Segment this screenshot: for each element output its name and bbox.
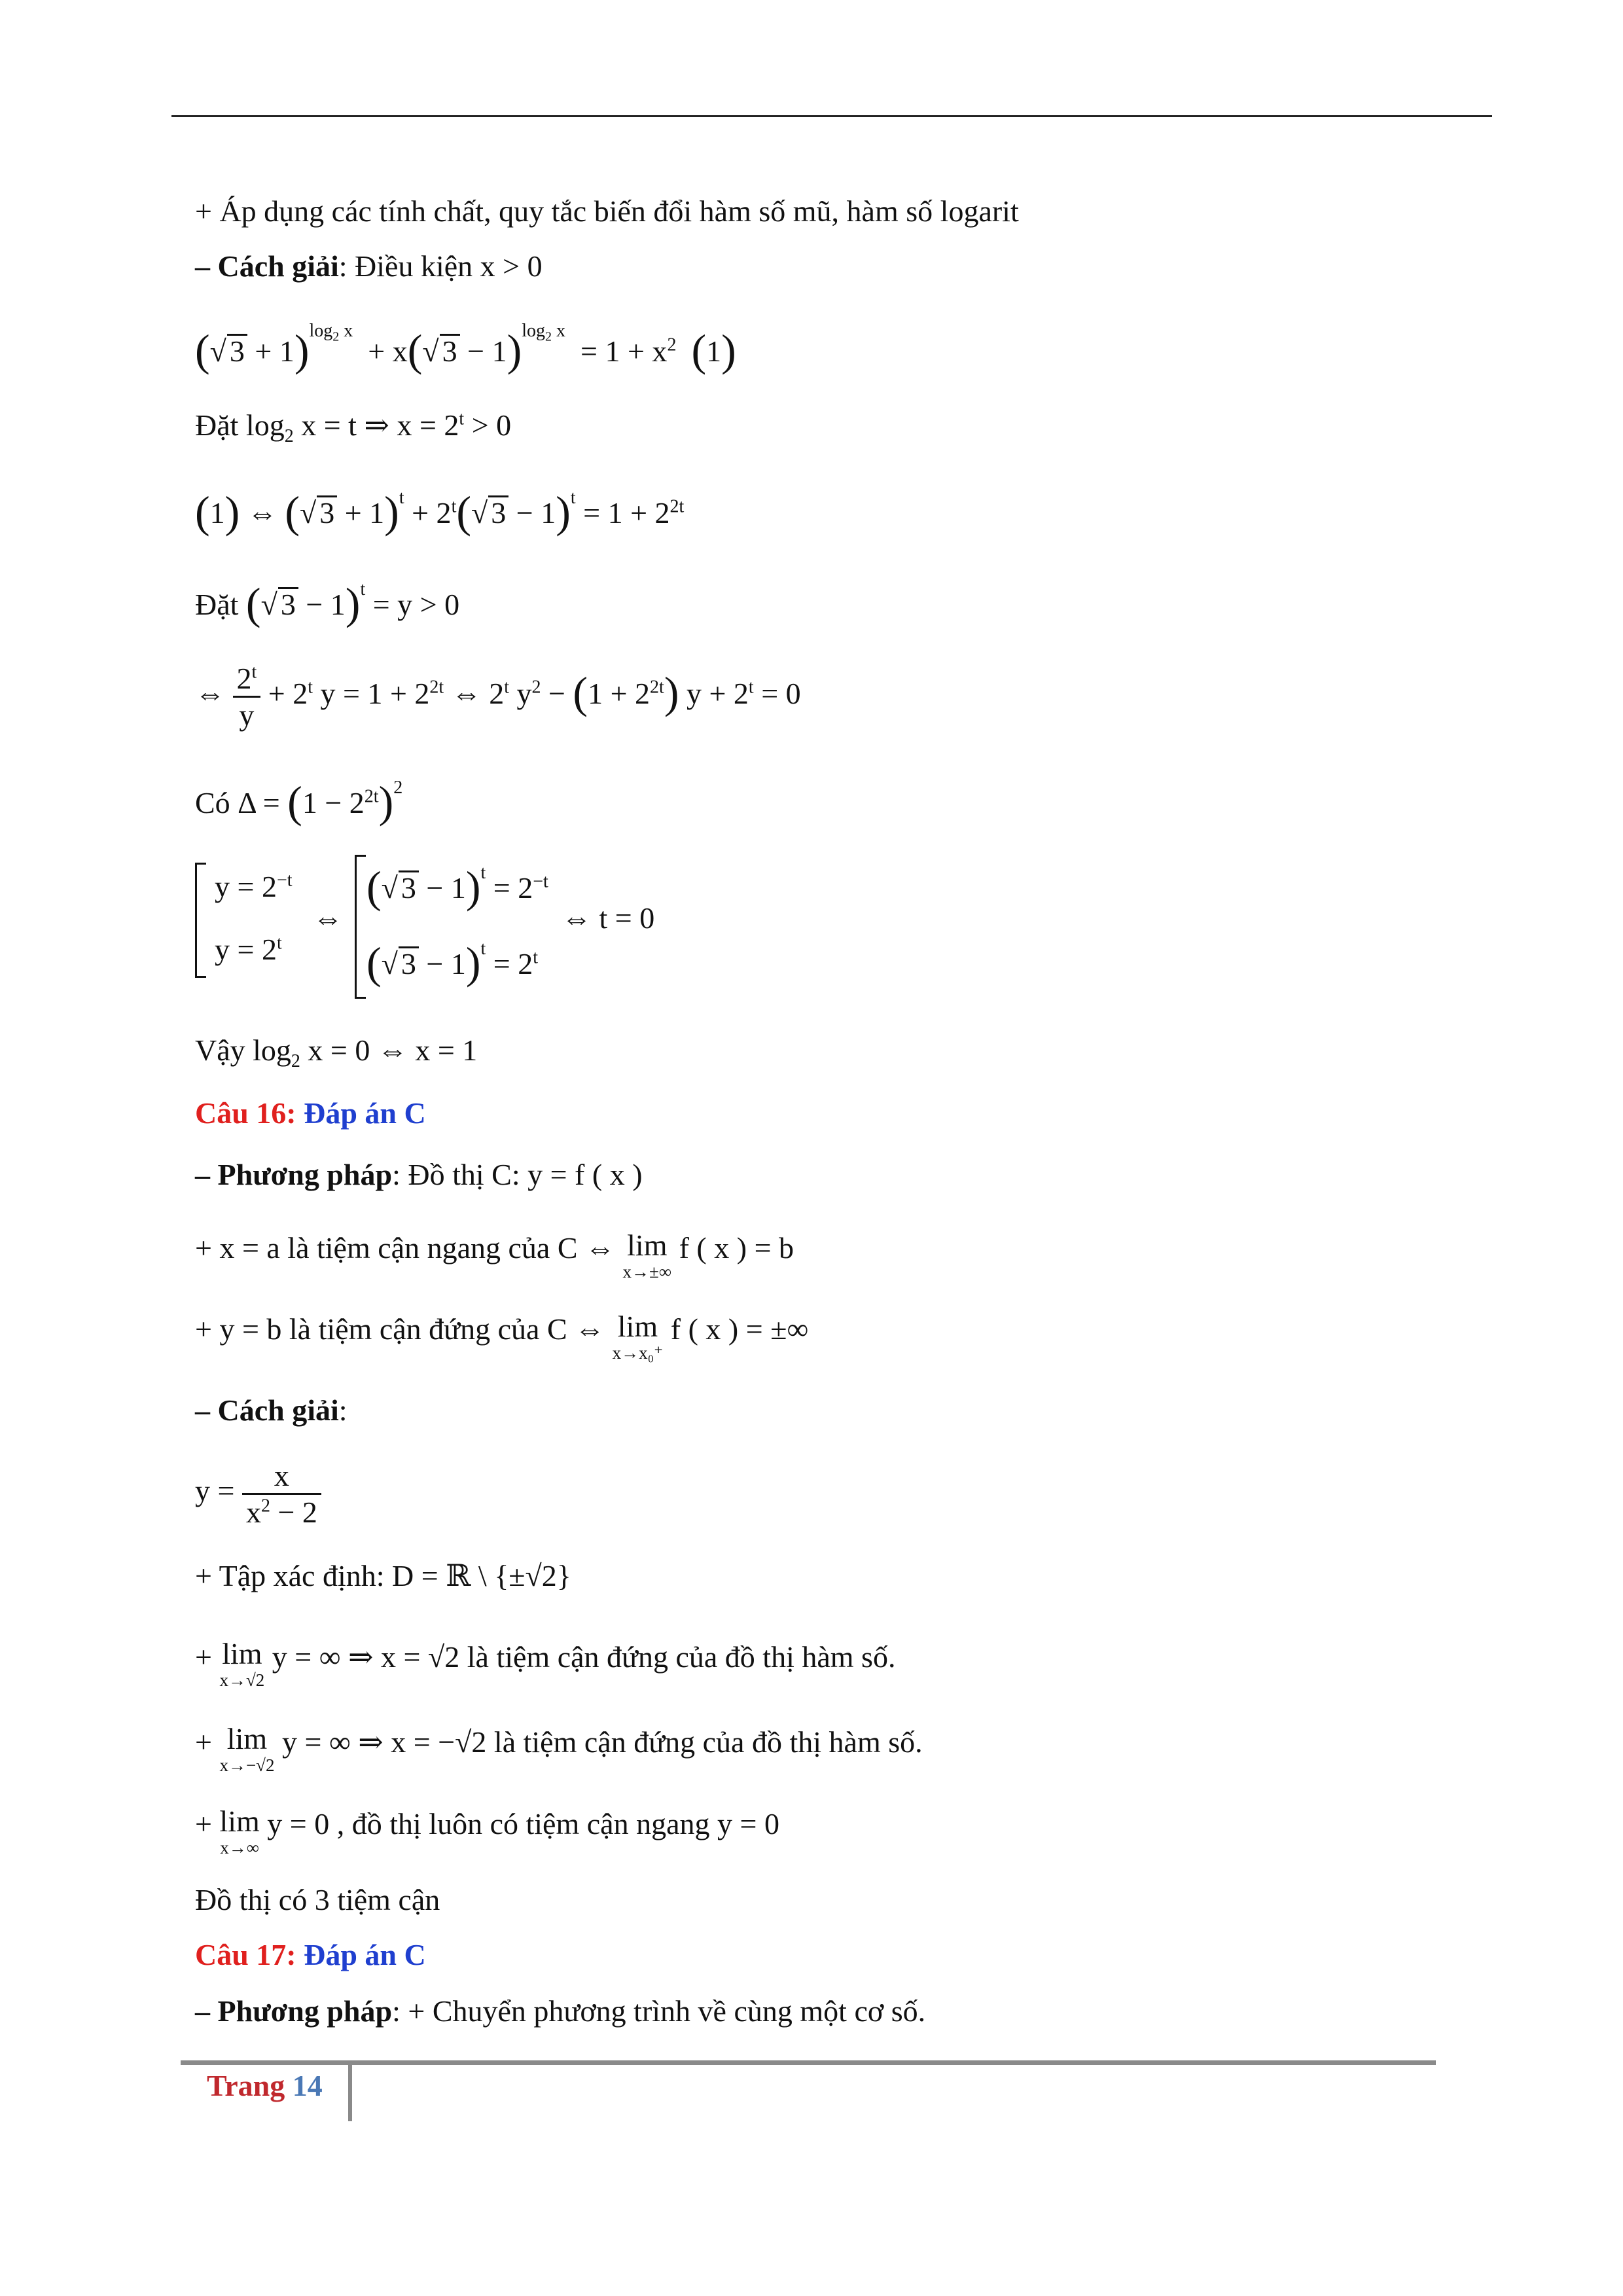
text-line-substitution-y: Đặt (√ 3 − 1)$^t$ = y > 0	[195, 579, 460, 628]
text-line-solution-16	[195, 1393, 348, 1427]
substitution-text: Đặt log	[195, 408, 285, 442]
page-label: Trang	[207, 2069, 285, 2102]
question-16-title: Câu 16:	[195, 1096, 296, 1130]
text-line-substitution-t: Đặt $\log_2 x = t$ ⇒ $x = 2^t > 0$	[195, 408, 512, 447]
discriminant-label: Có Δ =	[195, 786, 288, 819]
solution-system: $y = 2^{-t}$ $y = 2^t$ ⇔ (√ $3 - 1)^t = 2^{-t}$ (√ $3 - 1)^t = 2^t$ ⇔ t = 0	[195, 863, 980, 994]
method-label: – Phương pháp	[195, 1158, 393, 1191]
substitution-end: > 0	[464, 408, 512, 442]
question-16-answer: Đáp án C	[304, 1096, 426, 1130]
question-17-heading	[195, 1937, 426, 1972]
header-rule	[171, 115, 1492, 117]
method-17-text: : + Chuyển phương trình về cùng một cơ số.	[392, 1994, 926, 2028]
footer-divider	[348, 2064, 352, 2121]
horizontal-asymptote-limit: f ( x ) = b	[671, 1231, 794, 1265]
question-17-title: Câu 17:	[195, 1938, 296, 1971]
text-line-vertical-asymptote: + y = b là tiệm cận đứng của C ⇔ lim x→x₀⁺ f ( x ) = ±∞	[195, 1310, 809, 1363]
bracket-right	[355, 855, 366, 999]
text-line-asymptote-count: Đồ thị có 3 tiệm cận	[195, 1883, 440, 1916]
function-definition: y = $\frac{x}{x^2 - 2}$	[195, 1458, 321, 1530]
solution-16-label: – Cách giải	[195, 1393, 339, 1427]
question-17-answer: Đáp án C	[304, 1938, 426, 1971]
text-line-discriminant: Có $\Delta = (1 - 2^{2t})^2$	[195, 777, 403, 827]
text-line-limit-infinity: + lim x→∞ y = 0 , đồ thị luôn có tiệm cận ngang y = 0	[195, 1804, 779, 1857]
equation-1: (√ 3 + 1)$^{log_2 x}$ + x(√ $3 - 1)^{log_2 x} = 1 + x^2$ (1)	[195, 321, 736, 375]
text-line-method-16	[195, 1157, 643, 1192]
solution-label: – Cách giải	[195, 249, 339, 283]
text-line-limit-sqrt2: + lim x→√2 y = ∞ ⇒ x = √2 là tiệm cận đứng của đồ thị hàm số.	[195, 1637, 896, 1690]
vertical-asymptote-text: + y = b là tiệm cận đứng của C ⇔	[195, 1312, 605, 1346]
text-line-conclusion: Vậy $\log_2 x = 0$ ⇔ x = 1	[195, 1033, 478, 1072]
page-footer	[207, 2068, 323, 2103]
solution-16-colon: :	[338, 1393, 348, 1427]
substitution-y-end: = y > 0	[365, 588, 460, 621]
substitution-rest: x = t ⇒ x = 2	[293, 408, 459, 442]
method-text: : Đồ thị C: y = f ( x )	[392, 1158, 643, 1191]
question-16-heading	[195, 1096, 426, 1130]
bracket-left	[195, 863, 206, 978]
page-number: 14	[292, 2069, 323, 2102]
vertical-asymptote-limit: f ( x ) = ±∞	[663, 1312, 809, 1346]
text-line-domain: + Tập xác định: D = ℝ \ {±√2}	[195, 1559, 571, 1592]
text-line-solution-condition	[195, 249, 543, 283]
text-line-horizontal-asymptote: + x = a là tiệm cận ngang của C ⇔ lim x→±∞ f ( x ) = b	[195, 1229, 794, 1282]
text-line-apply-rules: + Áp dụng các tính chất, quy tắc biến đổi hàm số mũ, hàm số logarit	[195, 194, 1019, 228]
conclusion-rest: x = 0 ⇔ x = 1	[300, 1033, 478, 1067]
conclusion-text: Vậy log	[195, 1033, 291, 1067]
equation-quadratic: ⇔ $\frac{2^t}{y}$ + $2^t$ $y = 1 + 2^{2t}$ ⇔ 2$^t$ $y^2 - (1 + 2^{2t}) y + 2^t = 0$	[195, 662, 801, 732]
equation-transformed: (1) ⇔ (√ $3 + 1)^t + 2^t(√$ $3 - 1)^t = 1 + 2^{2t}$	[195, 487, 685, 537]
text-line-limit-neg-sqrt2: + lim x→−√2 y = ∞ ⇒ x = −√2 là tiệm cận đứng của đồ thị hàm số.	[195, 1722, 923, 1775]
condition-text: : Điều kiện x > 0	[338, 249, 543, 283]
substitution-y-label: Đặt	[195, 588, 239, 621]
text-line-method-17	[195, 1994, 925, 2028]
horizontal-asymptote-text: + x = a là tiệm cận ngang của C ⇔	[195, 1231, 616, 1265]
method-17-label: – Phương pháp	[195, 1994, 393, 2028]
footer-rule	[181, 2060, 1436, 2065]
